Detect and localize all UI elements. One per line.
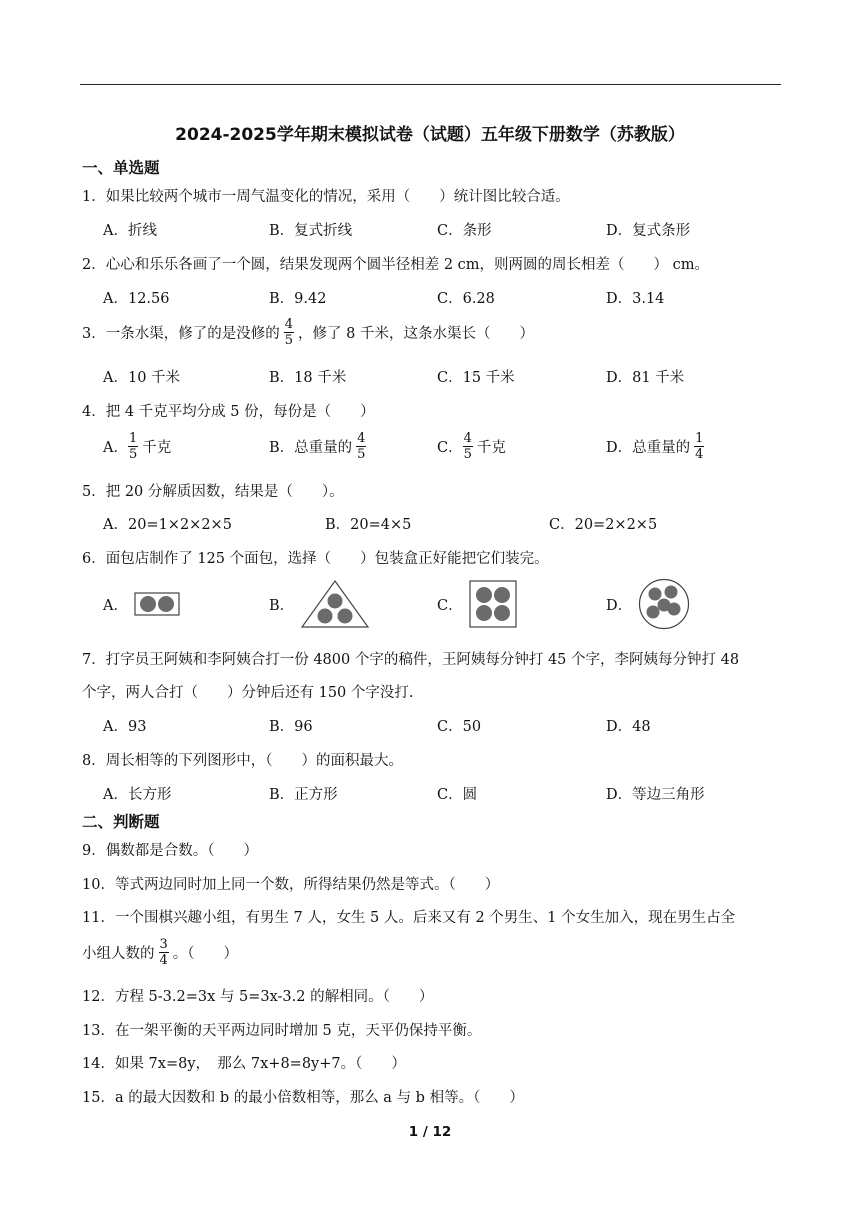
q4-d-label: D．总重量的 [606, 440, 691, 456]
q4-d-den: 4 [695, 447, 704, 462]
question-5: 5．把 20 分解质因数，结果是（ ）。 [82, 484, 344, 500]
q8-option-a: A．长方形 [103, 787, 172, 803]
q6-a-label: A． [103, 597, 128, 614]
q3-fraction-den: 5 [284, 333, 294, 348]
q4-c-den: 5 [463, 447, 472, 462]
q11-text-post: 。（ ） [172, 946, 239, 962]
q3-option-b: B．18 千米 [269, 370, 347, 386]
q8-option-b: B．正方形 [269, 787, 338, 803]
q4-a-num: 1 [128, 431, 138, 446]
q4-a-unit: 千克 [142, 440, 172, 456]
q8-option-c: C．圆 [437, 787, 478, 803]
question-14: 14．如果 7x=8y， 那么 7x+8=8y+7。（ ） [82, 1056, 406, 1072]
q4-c-unit: 千克 [476, 440, 506, 456]
section-true-false: 二、判断题 [82, 813, 160, 831]
page-title: 2024-2025学年期末模拟试卷（试题）五年级下册数学（苏教版） [175, 125, 685, 145]
q4-b-den: 5 [357, 447, 366, 462]
question-3 [82, 318, 534, 347]
q4-a-den: 5 [128, 447, 138, 462]
q3-fraction [284, 318, 294, 347]
q3-text-pre: 3．一条水渠，修了的是没修的 [82, 326, 280, 342]
q3-fraction-num: 4 [284, 317, 294, 332]
q4-b-num: 4 [357, 431, 366, 446]
q6-option-c [437, 579, 517, 629]
question-12: 12．方程 5-3.2=3x 与 5=3x-3.2 的解相同。（ ） [82, 989, 434, 1005]
question-10: 10．等式两边同时加上同一个数，所得结果仍然是等式。（ ） [82, 877, 500, 893]
q6-d-label: D． [606, 597, 633, 614]
q4-a-label: A． [103, 440, 128, 456]
q5-option-c: C．20=2×2×5 [549, 517, 658, 533]
q4-b-label: B．总重量的 [269, 440, 353, 456]
q6-b-label: B． [269, 597, 295, 614]
three-balls-triangle-icon [300, 579, 370, 629]
q4-b-fraction [356, 432, 366, 461]
question-2: 2．心心和乐乐各画了一个圆，结果发现两个圆半径相差 2 cm，则两圆的周长相差（ ） cm。 [82, 257, 710, 273]
q7-option-a: A．93 [103, 719, 147, 735]
q11-fraction-den: 4 [159, 953, 168, 968]
q4-option-d [606, 432, 708, 461]
q7-option-d: D．48 [606, 719, 651, 735]
q4-option-a [103, 432, 171, 461]
q2-option-c: C．6.28 [437, 291, 495, 307]
q1-option-c: C．条形 [437, 223, 492, 239]
q3-option-d: D．81 千米 [606, 370, 685, 386]
q5-option-a: A．20=1×2×2×5 [103, 517, 232, 533]
q4-option-c [437, 432, 506, 461]
q4-d-num: 1 [695, 431, 704, 446]
q3-option-c: C．15 千米 [437, 370, 515, 386]
question-6: 6．面包店制作了 125 个面包，选择（ ）包装盒正好能把它们装完。 [82, 551, 549, 567]
q3-text-post: ，修了 8 千米，这条水渠长（ ） [298, 326, 534, 342]
question-13: 13．在一架平衡的天平两边同时增加 5 克，天平仍保持平衡。 [82, 1023, 482, 1039]
q4-option-b [269, 432, 370, 461]
five-balls-circle-icon [638, 578, 690, 630]
question-9: 9．偶数都是合数。（ ） [82, 843, 258, 859]
q11-fraction-num: 3 [159, 937, 168, 952]
question-11-line-1: 11．一个围棋兴趣小组，有男生 7 人，女生 5 人。后来又有 2 个男生、1 个女生加入，现在男生占全 [82, 910, 736, 926]
question-7-line-1: 7．打字员王阿姨和李阿姨合打一份 4800 个字的稿件，王阿姨每分钟打 45 个字，李阿姨每分钟打 48 [82, 652, 740, 668]
four-balls-square-icon [469, 580, 517, 628]
question-1: 1．如果比较两个城市一周气温变化的情况，采用（ ）统计图比较合适。 [82, 189, 570, 205]
section-single-choice: 一、单选题 [82, 159, 160, 177]
q7-option-b: B．96 [269, 719, 313, 735]
q4-c-label: C． [437, 440, 463, 456]
page-number: 1 / 12 [408, 1124, 452, 1140]
q4-a-fraction [128, 432, 138, 461]
q8-option-d: D．等边三角形 [606, 787, 705, 803]
q1-option-d: D．复式条形 [606, 223, 691, 239]
two-balls-box-icon [134, 592, 180, 616]
question-11-line-2 [82, 938, 238, 967]
question-8: 8．周长相等的下列图形中，（ ）的面积最大。 [82, 753, 403, 769]
question-4: 4．把 4 千克平均分成 5 份，每份是（ ） [82, 404, 375, 420]
q11-fraction [159, 938, 169, 967]
q1-option-a: A．折线 [103, 223, 157, 239]
q2-option-d: D．3.14 [606, 291, 665, 307]
q3-option-a: A．10 千米 [103, 370, 181, 386]
q6-option-a [103, 579, 180, 629]
question-7-line-2: 个字，两人合打（ ）分钟后还有 150 个字没打. [82, 685, 414, 701]
q5-option-b: B．20=4×5 [325, 517, 412, 533]
q11-text-pre: 小组人数的 [82, 946, 155, 962]
q4-d-fraction [694, 432, 704, 461]
q1-option-b: B．复式折线 [269, 223, 353, 239]
q6-option-b [269, 579, 370, 629]
q6-option-d [606, 579, 690, 629]
header-rule [80, 84, 781, 85]
q2-option-b: B．9.42 [269, 291, 327, 307]
question-15: 15．a 的最大因数和 b 的最小倍数相等，那么 a 与 b 相等。（ ） [82, 1090, 524, 1106]
q7-option-c: C．50 [437, 719, 482, 735]
q2-option-a: A．12.56 [103, 291, 170, 307]
q4-c-num: 4 [463, 431, 472, 446]
q6-c-label: C． [437, 597, 463, 614]
q4-c-fraction [463, 432, 473, 461]
